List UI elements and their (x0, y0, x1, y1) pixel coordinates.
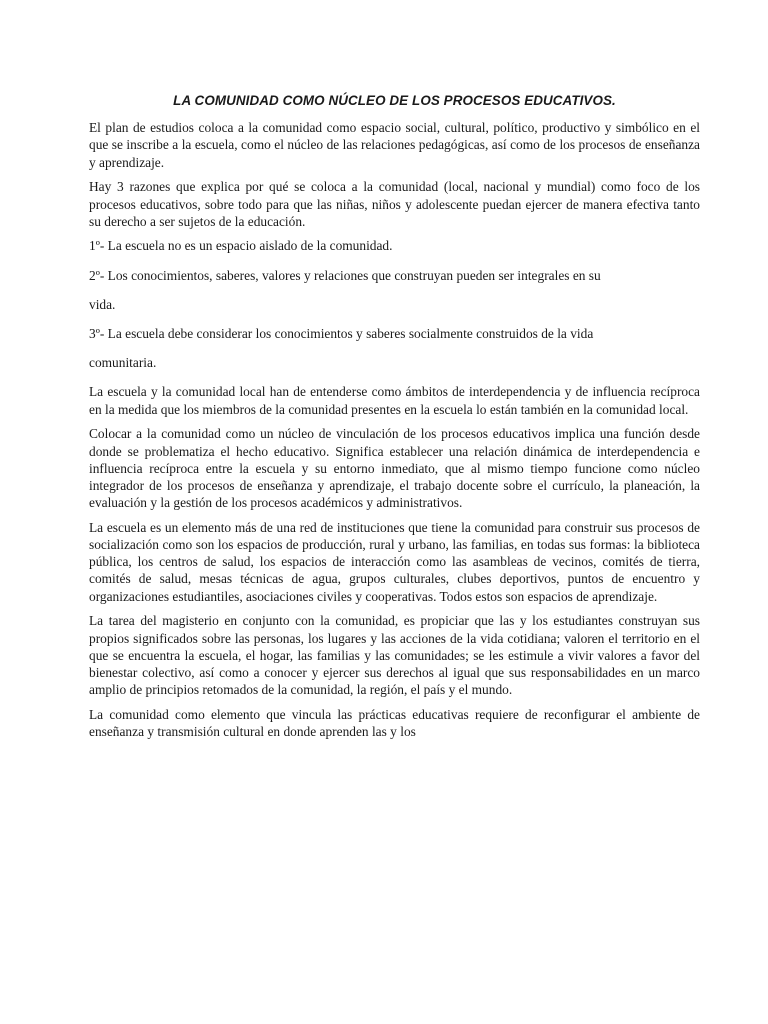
paragraph-interdependence: La escuela y la comunidad local han de entenderse como ámbitos de interdependencia y de influencia recíproca en la medida que los miembros de la comunidad presentes en la escuela lo están también en la comunidad local. (89, 384, 700, 417)
document-body (89, 92, 700, 748)
list-item-1 (89, 237, 700, 254)
list-item-3-continuation: comunitaria. (89, 355, 157, 371)
list-item-2-text: 2º- Los conocimientos, saberes, valores y relaciones que construyan pueden ser integrales en su (89, 267, 601, 283)
paragraph-reconfigure: La comunidad como elemento que vincula las prácticas educativas requiere de reconfigurar el ambiente de enseñanza y transmisión cultural en donde aprenden las y los (89, 706, 700, 740)
paragraph-reasons: Hay 3 razones que explica por qué se coloca a la comunidad (local, nacional y mundial) como foco de los procesos educativos, sobre todo para que las niñas, niños y adolescente puedan ejercer de manera efectiva tanto su derecho a ser sujetos de la educación. (89, 179, 700, 229)
paragraph-network: La escuela es un elemento más de una red de instituciones que tiene la comunidad para construir sus procesos de socialización como son los espacios de producción, rural y urbano, las familias, en todas sus formas: la biblioteca pública, los centros de salud, los espacios de interacción como las asambleas de vecinos, comités de tierra, comités de salud, mesas técnicas de agua, grupos culturales, clubes deportivos, puntos de encuentro y organizaciones estudiantiles, asociaciones civiles y cooperativas. Todos estos son espacios de aprendizaje. (89, 519, 700, 604)
document-title: LA COMUNIDAD COMO NÚCLEO DE LOS PROCESOS EDUCATIVOS. (173, 93, 616, 108)
paragraph-nucleus: Colocar a la comunidad como un núcleo de vinculación de los procesos educativos implica una función desde donde se problematiza el hecho educativo. Significa establecer una relación dinámica de interdependencia e influencia recíproca entre la escuela y su entorno inmediato, que al mismo tiempo funcione como núcleo integrador de los procesos de enseñanza y aprendizaje, el trabajo docente sobre el currículo, la planeación, la evaluación y la gestión de los procesos académicos y administrativos. (89, 426, 700, 511)
list-item-1-text: 1º- La escuela no es un espacio aislado de la comunidad. (89, 238, 393, 254)
paragraph-teaching-task: La tarea del magisterio en conjunto con la comunidad, es propiciar que las y los estudiantes construyan sus propios significados sobre las personas, los lugares y las acciones de la vida cotidiana; valoren el territorio en el que se encuentra la escuela, el hogar, las familias y las comunidades; se les estimule a vivir valores a favor del bienestar colectivo, así como a conocer y ejercer sus derechos al igual que sus responsabilidades en un marco amplio de principios retomados de la comunidad, la región, el país y el mundo. (89, 613, 700, 698)
list-item-2-continuation: vida. (89, 296, 116, 312)
list-item-3-text: 3º- La escuela debe considerar los conocimientos y saberes socialmente construidos de la vida (89, 326, 594, 342)
paragraph-intro: El plan de estudios coloca a la comunidad como espacio social, cultural, político, productivo y simbólico en el que se inscribe a la escuela, como el núcleo de las relaciones pedagógicas, así como de los procesos de enseñanza y aprendizaje. (89, 120, 700, 170)
list-item-2 (89, 267, 700, 313)
list-item-3 (89, 325, 700, 371)
